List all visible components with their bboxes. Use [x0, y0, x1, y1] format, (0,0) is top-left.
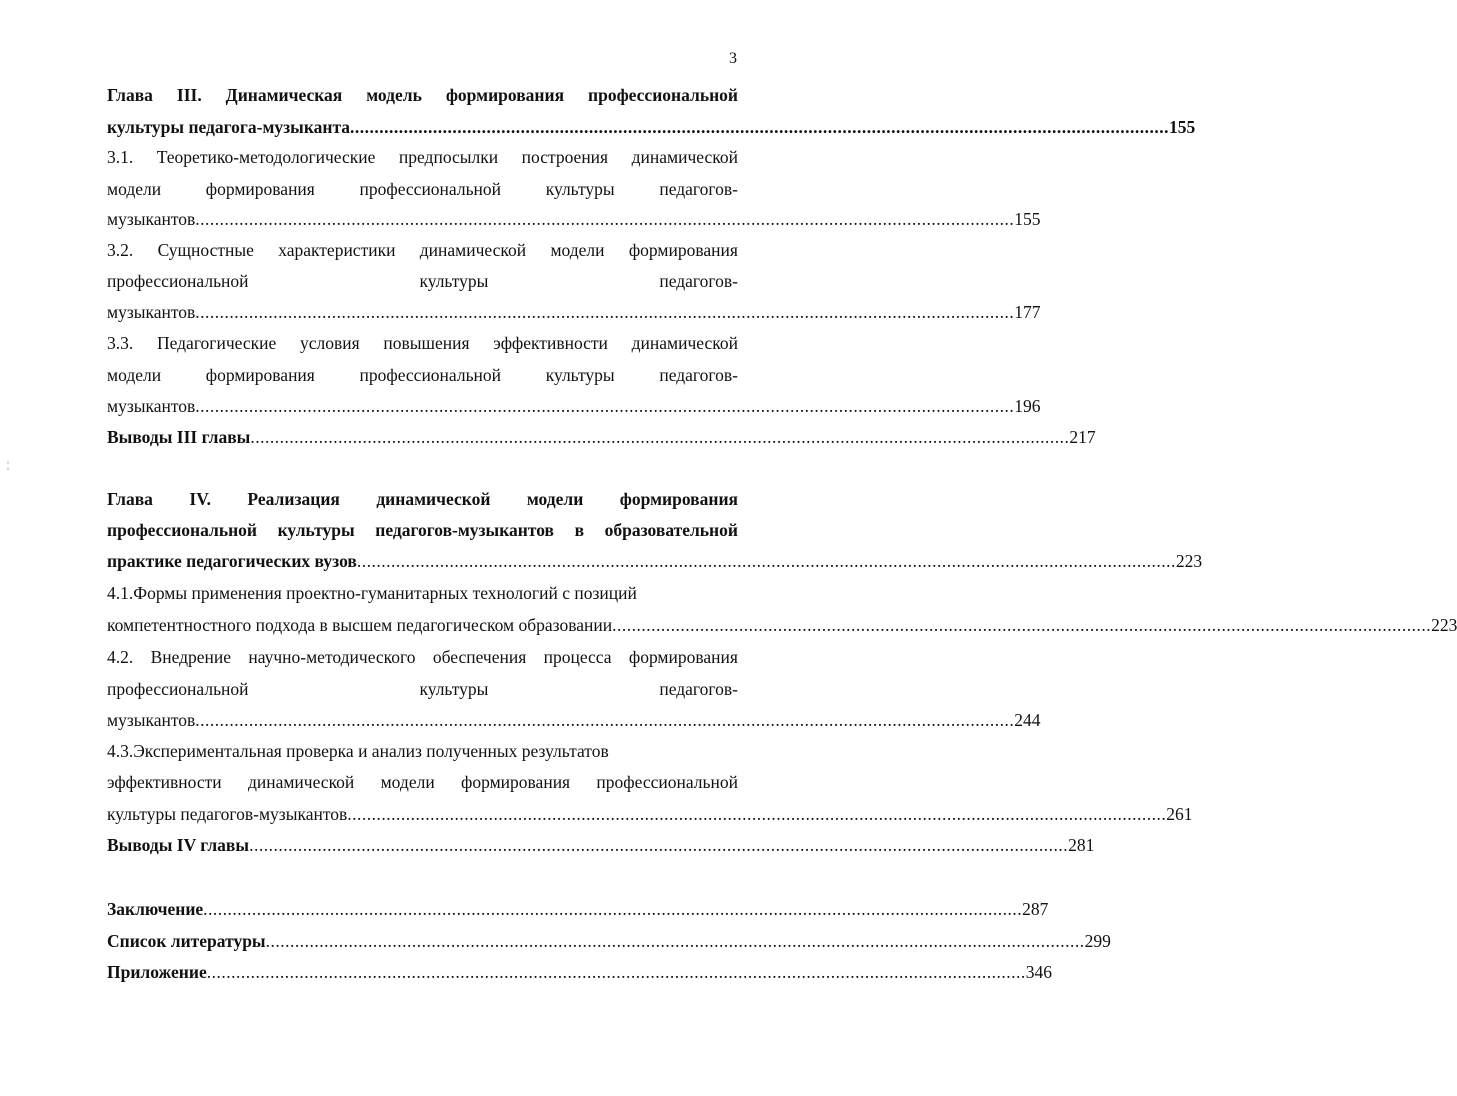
- chapter3-page: 155: [1169, 117, 1196, 137]
- appendix-page: 346: [1025, 962, 1052, 982]
- toc-word: Сущностные: [157, 240, 254, 260]
- toc-word: Педагогические: [156, 333, 277, 353]
- s3-3-page: 196: [1014, 396, 1041, 416]
- toc-word: модели: [107, 365, 162, 385]
- appendix-text: Приложение: [107, 962, 207, 982]
- toc-word: Реализация: [247, 489, 340, 509]
- conclusions4-page: 281: [1068, 835, 1095, 855]
- appendix-line: [107, 961, 1052, 983]
- toc-word: профессиональной: [107, 679, 249, 699]
- toc-word: культуры: [277, 520, 355, 540]
- s3-2-text: музыкантов: [107, 302, 196, 322]
- conclusion-leader: ........................................................................................................................................................................: [203, 899, 1023, 919]
- s3-2-leader: ........................................................................................................................................................................: [195, 302, 1015, 322]
- toc-word: динамической: [376, 489, 491, 509]
- chapter4-title-line2: [107, 519, 738, 541]
- conclusion-text: Заключение: [107, 899, 204, 919]
- toc-word: педагогов-: [659, 679, 738, 699]
- s4-2-line2: [107, 678, 738, 700]
- conclusion-line: [107, 898, 1049, 920]
- toc-word: формирования: [461, 772, 571, 792]
- toc-word: в: [574, 520, 585, 540]
- toc-word: формирования: [205, 365, 315, 385]
- s4-3-page: 261: [1166, 804, 1193, 824]
- s4-2-leader: ........................................................................................................................................................................: [195, 710, 1015, 730]
- s3-1-line2: [107, 178, 738, 200]
- toc-word: динамической: [631, 147, 738, 167]
- toc-word: педагогов-музыкантов: [375, 520, 554, 540]
- toc-word: профессиональной: [359, 365, 502, 385]
- toc-word: эффективности: [107, 772, 222, 792]
- s3-3-line1: [107, 332, 738, 354]
- references-leader: ........................................................................................................................................................................: [265, 931, 1085, 951]
- toc-word: формирования: [619, 489, 738, 509]
- chapter4-leader: ........................................................................................................................................................................: [356, 551, 1176, 571]
- s4-1-line2: [107, 614, 1457, 636]
- s3-1-text: музыкантов: [107, 209, 196, 229]
- chapter4-page: 223: [1175, 551, 1203, 571]
- s3-1-line3: [107, 208, 1041, 230]
- conclusions3-line: [107, 426, 1096, 448]
- s3-2-page: 177: [1014, 302, 1041, 322]
- toc-word: профессиональной: [107, 520, 257, 540]
- toc-word: предпосылки: [398, 147, 499, 167]
- toc-word: динамической: [247, 772, 355, 792]
- s3-2-line3: [107, 301, 1041, 323]
- toc-word: процесса: [543, 647, 612, 667]
- toc-word: модели: [107, 179, 162, 199]
- chapter3-title-line1: [107, 84, 738, 106]
- s4-3-text: культуры педагогов-музыкантов: [107, 804, 348, 824]
- s3-3-leader: ........................................................................................................................................................................: [195, 396, 1015, 416]
- toc-word: Глава: [107, 85, 153, 105]
- toc-word: профессиональной: [359, 179, 502, 199]
- toc-word: культуры: [419, 679, 489, 699]
- conclusions3-text: Выводы III главы: [107, 427, 251, 447]
- chapter3-leader: ........................................................................................................................................................................: [350, 117, 1170, 137]
- toc-word: культуры: [545, 179, 615, 199]
- toc-word: Глава: [107, 489, 153, 509]
- toc-word: формирования: [628, 647, 738, 667]
- toc-word: повышения: [383, 333, 470, 353]
- toc-word: модели: [380, 772, 435, 792]
- toc-word: динамической: [631, 333, 738, 353]
- s3-3-text: музыкантов: [107, 396, 196, 416]
- conclusions4-text: Выводы IV главы: [107, 835, 250, 855]
- s3-1-line1: [107, 146, 738, 168]
- toc-word: профессиональной: [107, 271, 249, 291]
- toc-word: образовательной: [604, 520, 738, 540]
- s4-3-line3: [107, 803, 1193, 825]
- toc-word: педагогов-: [659, 365, 738, 385]
- references-line: [107, 930, 1111, 952]
- s4-3-leader: ........................................................................................................................................................................: [347, 804, 1167, 824]
- toc-word: педагогов-: [659, 179, 738, 199]
- conclusion-page: 287: [1022, 899, 1049, 919]
- s3-3-line3: [107, 395, 1041, 417]
- toc-word: характеристики: [278, 240, 396, 260]
- references-page: 299: [1084, 931, 1111, 951]
- s3-2-line2: [107, 270, 738, 292]
- toc-word: эффективности: [493, 333, 608, 353]
- toc-word: III.: [176, 85, 202, 105]
- page-number: 3: [729, 50, 737, 67]
- toc-word: 4.2.: [107, 647, 134, 667]
- toc-word: построения: [521, 147, 609, 167]
- toc-word: модели: [526, 489, 584, 509]
- toc-word: культуры: [419, 271, 489, 291]
- s4-1-page: 223: [1431, 615, 1457, 635]
- chapter4-title-text: практике педагогических вузов: [107, 551, 357, 571]
- s4-2-line1: [107, 646, 738, 668]
- s3-1-leader: ........................................................................................................................................................................: [195, 209, 1015, 229]
- toc-word: динамической: [419, 240, 527, 260]
- chapter3-title-line2: [107, 116, 1196, 138]
- toc-word: обеспечения: [432, 647, 527, 667]
- toc-word: условия: [299, 333, 360, 353]
- s4-2-line3: [107, 709, 1041, 731]
- s4-3-line1: 4.3.Экспериментальная проверка и анализ полученных результатов: [107, 741, 609, 761]
- conclusions3-leader: ........................................................................................................................................................................: [250, 427, 1070, 447]
- toc-word: формирования: [445, 85, 565, 105]
- toc-word: 3.3.: [107, 333, 134, 353]
- references-text: Список литературы: [107, 931, 266, 951]
- toc-word: 3.1.: [107, 147, 134, 167]
- toc-word: научно-методического: [248, 647, 416, 667]
- s3-3-line2: [107, 364, 738, 386]
- appendix-leader: ........................................................................................................................................................................: [206, 962, 1026, 982]
- toc-word: Динамическая: [225, 85, 343, 105]
- chapter4-title-line3: [107, 550, 1203, 572]
- toc-word: формирования: [205, 179, 315, 199]
- toc-word: модель: [366, 85, 422, 105]
- s4-1-leader: ........................................................................................................................................................................: [612, 615, 1432, 635]
- toc-word: культуры: [545, 365, 615, 385]
- toc-word: педагогов-: [659, 271, 738, 291]
- toc-word: модели: [550, 240, 605, 260]
- toc-word: Теоретико-методологические: [156, 147, 376, 167]
- conclusions4-line: [107, 834, 1095, 856]
- s4-1-text: компетентностного подхода в высшем педагогическом образовании: [107, 615, 613, 635]
- s4-2-text: музыкантов: [107, 710, 196, 730]
- conclusions3-page: 217: [1069, 427, 1096, 447]
- s4-1-line1: 4.1.Формы применения проектно-гуманитарных технологий с позиций: [107, 583, 637, 603]
- chapter3-title-text: культуры педагога-музыканта: [107, 117, 351, 137]
- toc-word: Внедрение: [150, 647, 232, 667]
- toc-word: 3.2.: [107, 240, 134, 260]
- toc-word: профессиональной: [588, 85, 738, 105]
- toc-word: формирования: [628, 240, 738, 260]
- s4-3-line2: [107, 771, 738, 793]
- chapter4-title-line1: [107, 488, 738, 510]
- toc-word: профессиональной: [596, 772, 738, 792]
- s3-2-line1: [107, 239, 738, 261]
- scan-margin-mark: ¦: [7, 460, 10, 471]
- s4-2-page: 244: [1014, 710, 1041, 730]
- toc-word: IV.: [189, 489, 211, 509]
- s3-1-page: 155: [1014, 209, 1041, 229]
- conclusions4-leader: ........................................................................................................................................................................: [249, 835, 1069, 855]
